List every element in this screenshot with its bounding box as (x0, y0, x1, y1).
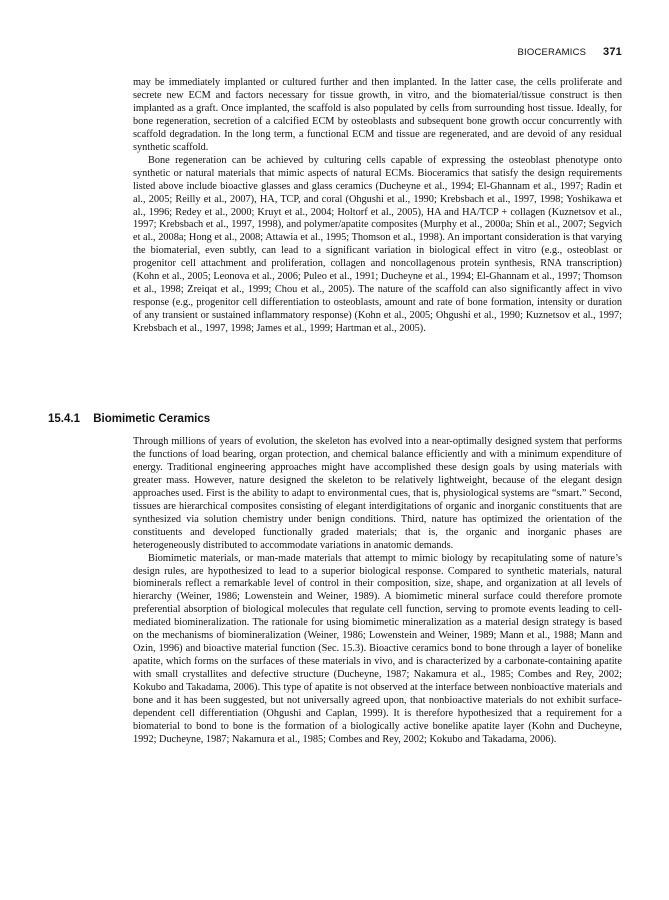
paragraph: Bone regeneration can be achieved by culturing cells capable of expressing the osteoblast phenotype onto synthetic or natural materials that mimic aspects of natural ECMs. Bioceramics that satisfy the design requirements listed above include bioactive glasses and glass ceramics (Ducheyne et al., 1994; El-Ghannam et al., 1997; Radin et al., 2005; Reilly et al., 2007), HA, TCP, and coral (Ohgushi et al., 1990; Krebsbach et al., 1997, 1998; Yoshikawa et al., 1996; Redey et al., 2000; Kruyt et al., 2004; Holtorf et al., 2005), HA and HA/TCP + collagen (Kuznetsov et al., 1997; Krebsbach et al., 1997, 1998), and polymer/apatite composites (Murphy et al., 2000a; Shin et al., 2007; Segvich et al., 2008a; Hong et al., 2008; Attawia et al., 1995; Thomson et al., 1998). An important consideration is that varying the biomaterial, even subtly, can lead to a significant variation in biological effect in vitro (e.g., osteoblast or progenitor cell attachment and proliferation, collagen and noncollagenous protein synthesis, RNA transcription) (Kohn et al., 2005; Leonova et al., 2006; Puleo et al., 1991; Ducheyne et al., 1994; El-Ghannam et al., 1997; Thomson et al., 1998; Zreiqat et al., 1999; Chou et al., 2005). The nature of the scaffold can also significantly affect in vivo response (e.g., progenitor cell differentiation to osteoblasts, amount and rate of bone formation, intensity or duration of any transient or sustained inflammatory response) (Kohn et al., 2005; Ohgushi et al., 1990; Kuznetsov et al., 1997; Krebsbach et al., 1997, 1998; James et al., 1999; Hartman et al., 2005). (133, 154, 622, 335)
paragraph: Through millions of years of evolution, the skeleton has evolved into a near-optimally designed system that performs the functions of load bearing, organ protection, and chemical balance efficiently and with a minimum expenditure of energy. Traditional engineering approaches might have accomplished these design goals by using materials with greater mass. However, nature designed the skeleton to be relatively lightweight, because of the elegant design approaches used. First is the ability to adapt to environmental cues, that is, physiological systems are “smart.” Second, tissues are hierarchical composites consisting of elegant interdigitations of organic and inorganic constituents that are synthesized via solution chemistry under benign conditions. Third, nature has optimized the orientation of the constituents and developed functionally graded materials; that is, the organic and inorganic phases are heterogeneously distributed to accommodate variations in anatomic demands. (133, 436, 622, 551)
section-heading (48, 413, 210, 425)
running-head-title: BIOCERAMICS (517, 47, 587, 58)
intro-text-block (133, 77, 622, 336)
section-number: 15.4.1 (48, 413, 80, 425)
page-number: 371 (603, 46, 622, 58)
running-head (517, 46, 622, 58)
section-text-block (133, 436, 622, 747)
paragraph: Biomimetic materials, or man-made materials that attempt to mimic biology by recapitulating some of nature’s design rules, are hypothesized to lead to a superior biological response. Compared to synthetic materials, natural biominerals reflect a remarkable level of control in their composition, size, shape, and organization at all levels of hierarchy (Weiner, 1986; Lowenstein and Weiner, 1989). A biomimetic mineral surface could therefore promote preferential absorption of biological molecules that regulate cell function, serving to promote events leading to cell-mediated biomineralization. The rationale for using biomimetic mineralization as a material design strategy is based on the mechanisms of biomineralization (Weiner, 1986; Lowenstein and Weiner, 1989; Mann et al., 1988; Mann and Ozin, 1996) and bioactive material function (Sec. 15.3). Bioactive ceramics bond to bone through a layer of bonelike apatite, which forms on the surfaces of these materials in vivo, and is characterized by a carbonate-containing apatite with small crystallites and defective structure (Ducheyne, 1987; Nakamura et al., 1985; Combes and Rey, 2002; Kokubo and Takadama, 2006). This type of apatite is not observed at the interface between nonbioactive materials and bone and it has been suggested, but not universally agreed upon, that nonbioactive materials do not exhibit surface-dependent cell differentiation (Ohgushi and Caplan, 1999). It is therefore hypothesized that a requirement for a biomaterial to bond to bone is the formation of a biologically active bonelike apatite layer (Kohn and Ducheyne, 1992; Ducheyne, 1987; Nakamura et al., 1985; Combes and Rey, 2002; Kokubo and Takadama, 2006). (133, 552, 622, 745)
paragraph: may be immediately implanted or cultured further and then implanted. In the latter case, the cells proliferate and secrete new ECM and factors necessary for tissue growth, in vitro, and the biomaterial/tissue construct is then implanted as a graft. Once implanted, the scaffold is also populated by cells from surrounding host tissue. Ideally, for bone regeneration, secretion of a calcified ECM by osteoblasts and subsequent bone growth occur concurrently with scaffold degradation. In the long term, a functional ECM and tissue are regenerated, and are devoid of any residual synthetic scaffold. (133, 77, 622, 153)
section-title: Biomimetic Ceramics (93, 413, 211, 425)
